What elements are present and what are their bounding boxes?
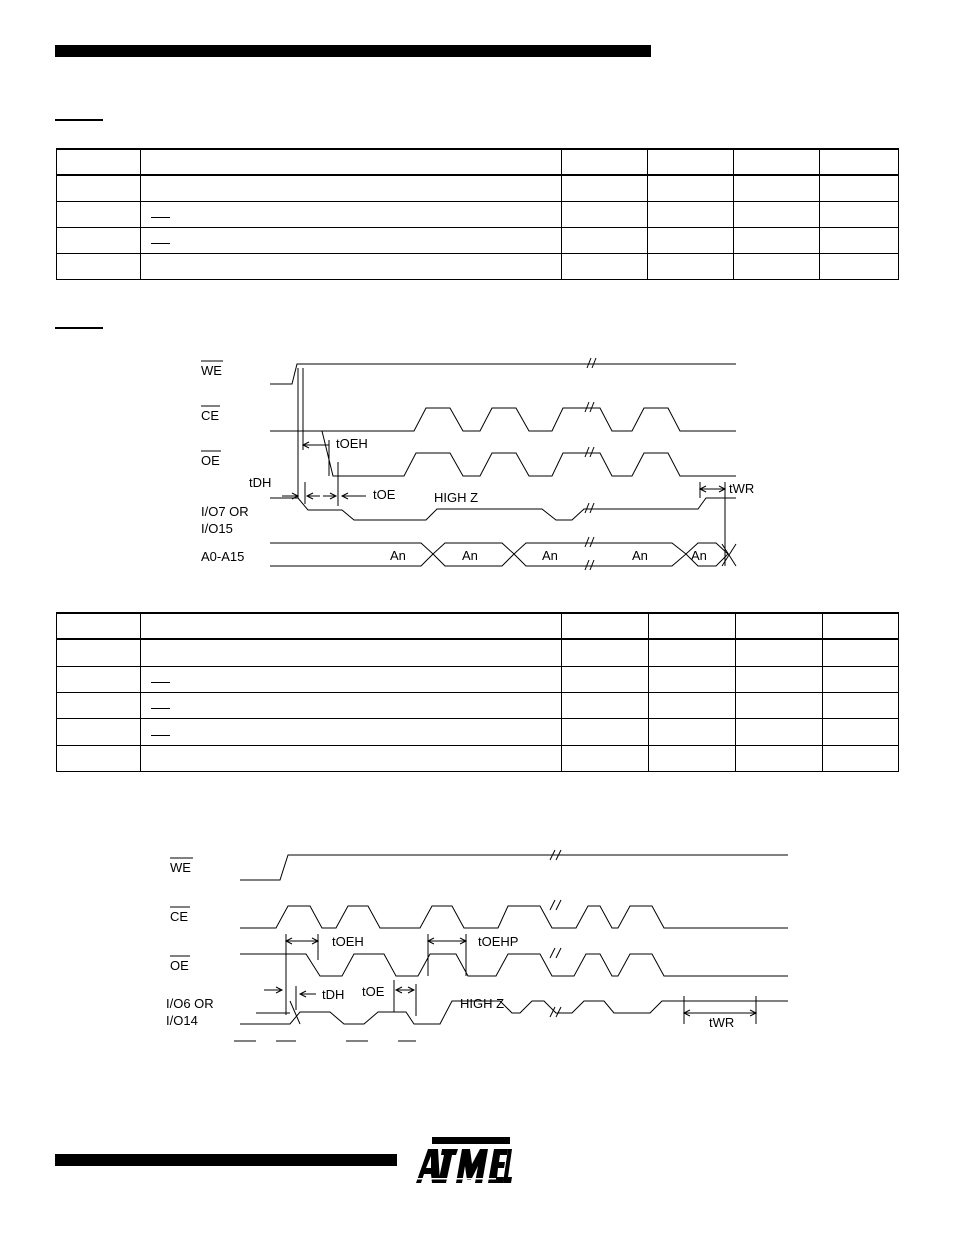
address-label: A0-A15 (201, 549, 245, 564)
footer-bar (55, 1154, 397, 1166)
toe-label: tOE (373, 487, 396, 502)
atmel-logo (414, 1136, 512, 1184)
toeh-label: tOEH (336, 436, 368, 451)
io-waveform (240, 1012, 420, 1024)
io-label-line1: I/O6 OR (166, 996, 214, 1011)
tdh-label: tDH (249, 475, 272, 490)
highz-label: HIGH Z (434, 490, 479, 505)
oe-label: OE (170, 958, 189, 973)
we-label: WE (170, 860, 191, 875)
toehp-label: tOEHP (478, 934, 519, 949)
ce-waveform (240, 906, 788, 928)
address-value-5: An (691, 548, 707, 563)
toe-label: tOE (362, 984, 385, 999)
address-value-4: An (632, 548, 648, 563)
toeh-label: tOEH (332, 934, 364, 949)
address-value-3: An (542, 548, 558, 563)
we-label: WE (201, 363, 222, 378)
address-value-2: An (462, 548, 478, 563)
io-label-line2: I/O14 (166, 1013, 198, 1028)
twr-label: tWR (709, 1015, 735, 1030)
ce-label: CE (201, 408, 220, 423)
we-waveform (240, 855, 788, 880)
oe-label: OE (201, 453, 220, 468)
twr-label: tWR (729, 481, 755, 496)
tdh-label: tDH (322, 987, 345, 1002)
ce-label: CE (170, 909, 189, 924)
oe-waveform (240, 954, 788, 976)
io-label-line2: I/O15 (201, 521, 233, 536)
address-value-1: An (390, 548, 406, 563)
highz-label: HIGH Z (460, 996, 505, 1011)
io-label-line1: I/O7 OR (201, 504, 249, 519)
